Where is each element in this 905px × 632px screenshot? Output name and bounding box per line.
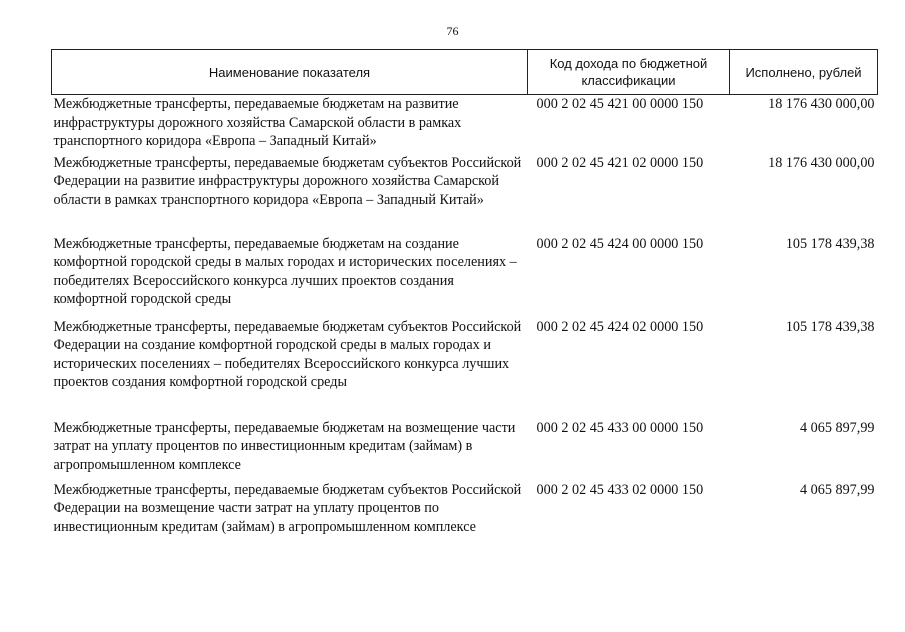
row-indicator-name: Межбюджетные трансферты, передаваемые бюджетам на возмещение части затрат на уплату процентов по инвестиционным кредитам (займам) в агропромышленном комплексе bbox=[53, 419, 516, 473]
row-executed-amount: 4 065 897,99 bbox=[800, 481, 875, 498]
page-number: 76 bbox=[446, 24, 459, 38]
table-row bbox=[52, 419, 878, 481]
row-executed-amount: 4 065 897,99 bbox=[800, 419, 875, 436]
row-revenue-code: 000 2 02 45 433 02 0000 150 bbox=[536, 481, 704, 498]
row-indicator-name: Межбюджетные трансферты, передаваемые бюджетам субъектов Российской Федерации на создание комфортной городской среды в малых городах и исторических поселениях – победителях Всероссийского конкурса лучших проектов создания комфортной городской среды bbox=[53, 318, 522, 390]
table-row bbox=[52, 154, 878, 235]
row-executed-amount: 18 176 430 000,00 bbox=[768, 154, 875, 171]
header-revenue-code: Код дохода по бюджетной классификации bbox=[528, 50, 730, 95]
row-executed-amount: 105 178 439,38 bbox=[785, 235, 875, 252]
row-revenue-code: 000 2 02 45 433 00 0000 150 bbox=[536, 419, 704, 436]
header-indicator-name: Наименование показателя bbox=[52, 50, 528, 95]
table-body bbox=[52, 95, 878, 540]
row-executed-amount: 105 178 439,38 bbox=[785, 318, 875, 335]
table-row bbox=[52, 95, 878, 154]
row-revenue-code: 000 2 02 45 424 00 0000 150 bbox=[536, 235, 704, 252]
row-indicator-name: Межбюджетные трансферты, передаваемые бюджетам на создание комфортной городской среды в малых городах и исторических поселениях – победителях Всероссийского конкурса лучших проектов создания комфортной городской среды bbox=[53, 235, 517, 307]
header-row bbox=[52, 50, 878, 95]
row-revenue-code: 000 2 02 45 421 00 0000 150 bbox=[536, 96, 704, 112]
row-revenue-code: 000 2 02 45 421 02 0000 150 bbox=[536, 154, 704, 171]
header-executed-amount: Исполнено, рублей bbox=[730, 50, 878, 95]
budget-revenue-table bbox=[51, 49, 878, 539]
table-header bbox=[52, 50, 878, 95]
row-indicator-name: Межбюджетные трансферты, передаваемые бюджетам субъектов Российской Федерации на возмещение части затрат на уплату процентов по инвестиционным кредитам (займам) в агропромышленном комплексе bbox=[53, 481, 522, 535]
row-revenue-code: 000 2 02 45 424 02 0000 150 bbox=[536, 318, 704, 335]
table-row bbox=[52, 481, 878, 540]
table-row bbox=[52, 318, 878, 419]
row-indicator-name: Межбюджетные трансферты, передаваемые бюджетам на развитие инфраструктуры дорожного хозяйства Самарской области в рамках транспортного коридора «Европа – Западный Китай» bbox=[53, 96, 462, 149]
table-row bbox=[52, 235, 878, 318]
row-executed-amount: 18 176 430 000,00 bbox=[768, 96, 875, 112]
row-indicator-name: Межбюджетные трансферты, передаваемые бюджетам субъектов Российской Федерации на развитие инфраструктуры дорожного хозяйства Самарской области в рамках транспортного коридора «Европа – Западный Китай» bbox=[53, 154, 522, 208]
